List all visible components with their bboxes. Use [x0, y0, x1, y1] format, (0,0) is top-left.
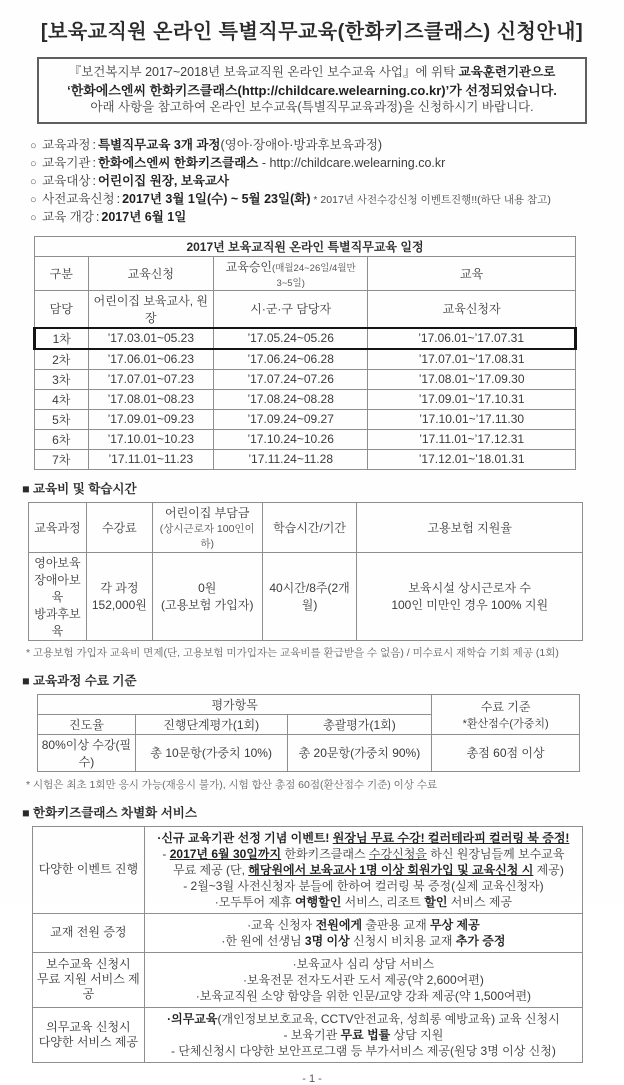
bullet-label: 교육 개강 — [42, 209, 94, 224]
summary-bullet-list — [30, 137, 624, 227]
round-label: 2차 — [35, 349, 89, 370]
schedule-header-row — [35, 256, 576, 290]
service-row-free-support — [33, 952, 583, 1007]
bullet-value-rest: (영아·장애아·방과후보육과정) — [220, 137, 383, 152]
text-segment: 추가 증정 — [455, 933, 506, 948]
course-line: 장애아보육 — [34, 572, 81, 604]
education-period: ’17.07.01~’17.08.31 — [368, 349, 576, 370]
text-segment: - — [162, 846, 170, 861]
text-segment: 2017년 6월 30일까지 — [169, 846, 282, 861]
text-segment: ·의무교육 — [167, 1011, 218, 1026]
service-category — [33, 952, 145, 1007]
table-row-round5 — [35, 409, 576, 429]
table-row-round6 — [35, 429, 576, 449]
text-segment: ·보육전문 전자도서관 도서 제공(약 2,600여편) — [242, 972, 484, 987]
progress-requirement: 80%이상 수강(필수) — [38, 734, 136, 771]
col-header — [214, 256, 368, 290]
text-segment: ·보육교직원 소양 함양을 위한 인문/교양 강좌 제공(약 1,500여편) — [195, 988, 532, 1003]
learning-time: 40시간/8주(2개월) — [262, 552, 357, 640]
schedule-table-title: 2017년 보육교직원 온라인 특별직무교육 일정 — [35, 236, 576, 256]
service-details — [144, 826, 582, 913]
page-number: - 1 - — [302, 1072, 322, 1085]
bullet-value-bold: 2017년 6월 1일 — [101, 209, 187, 224]
bullet-item-institution — [30, 155, 624, 173]
approve-period: ’17.09.24~09.27 — [214, 409, 368, 429]
daycare-burden — [152, 552, 262, 640]
education-period: ’17.10.01~’17.11.30 — [368, 409, 576, 429]
insurance-support — [357, 552, 583, 640]
bullet-separator: : — [92, 137, 96, 152]
service-line — [149, 917, 578, 933]
fee-data-row — [29, 552, 583, 640]
text-segment: 무상 제공 — [430, 917, 480, 932]
circle-bullet-icon: ○ — [30, 139, 37, 152]
service-line — [149, 988, 578, 1004]
category-line: 교재 전원 증정 — [50, 925, 127, 939]
bullet-value-bold: 2017년 3월 1일(수) ~ 5월 23일(화) — [122, 191, 311, 206]
bullet-value-bold: 한화에스엔씨 한화키즈클래스 — [97, 155, 259, 170]
text-segment: 신청시 비치용 교재 — [349, 933, 456, 948]
education-period: ’17.06.01~’17.07.31 — [368, 328, 576, 349]
intro-line-3: 아래 사항을 참고하여 온라인 보수교육(특별직무교육과정)을 신청하시기 바랍니다. — [90, 100, 534, 114]
bullet-item-course — [30, 137, 624, 155]
sub-header: 어린이집 보육교사, 원장 — [88, 290, 214, 328]
bullet-label: 교육대상 — [42, 173, 91, 188]
service-details — [144, 1007, 582, 1062]
intro-line2-bold: ‘한화에스엔씨 한화키즈클래스(http://childcare.welearning.co.kr)’ — [67, 82, 450, 98]
bullet-label: 교육기관 — [42, 155, 91, 170]
service-details — [144, 913, 582, 952]
apply-period: ’17.07.01~07.23 — [88, 369, 214, 389]
text-segment: 무료 법률 — [340, 1027, 391, 1042]
bullet-separator: : — [116, 191, 121, 206]
course-line: 방과후보육 — [34, 606, 81, 638]
text-segment: ·모두투어 제휴 — [214, 894, 295, 909]
section-heading-services: ■ 한화키즈클래스 차별화 서비스 — [22, 805, 197, 820]
service-category — [33, 826, 145, 913]
apply-period: ’17.10.01~10.23 — [88, 429, 214, 449]
tuition-line: 각 과정 — [100, 581, 139, 595]
table-row-round7 — [35, 449, 576, 469]
criteria-header-row — [38, 694, 580, 714]
intro-line-1 — [43, 64, 581, 82]
circle-bullet-icon: ○ — [30, 193, 37, 206]
service-line — [149, 830, 578, 846]
sub-header: 진도율 — [38, 714, 136, 734]
tuition-line: 152,000원 — [91, 598, 147, 612]
category-line: 보수교육 신청시 — [46, 957, 131, 971]
bullet-item-start — [30, 209, 624, 227]
text-segment: 3명 이상 — [304, 933, 350, 948]
burden-line: (고용보험 가입자) — [160, 598, 254, 612]
category-line: 다양한 이벤트 진행 — [38, 862, 139, 876]
col-header: 수강료 — [86, 502, 152, 552]
approve-period: ’17.11.24~11.28 — [214, 449, 368, 469]
education-period: ’17.09.01~’17.10.31 — [368, 389, 576, 409]
course-names — [29, 552, 87, 640]
text-segment: - 보육기관 — [283, 1027, 341, 1042]
completion-standard-header — [432, 694, 580, 734]
pass-score: 총점 60점 이상 — [432, 734, 580, 771]
education-period: ’17.08.01~’17.09.30 — [368, 369, 576, 389]
approve-period: ’17.06.24~06.28 — [214, 349, 368, 370]
approve-period: ’17.05.24~05.26 — [214, 328, 368, 349]
service-line — [149, 1011, 578, 1027]
service-line — [149, 846, 578, 862]
sub-header: 시·군·구 담당자 — [214, 290, 368, 328]
service-row-textbook — [33, 913, 583, 952]
text-segment: (개인정보보호교육, CCTV안전교육, 성희롱 예방교육) 교육 신청시 — [217, 1011, 560, 1026]
bullet-separator: : — [92, 155, 96, 170]
apply-period: ’17.08.01~08.23 — [88, 389, 214, 409]
text-segment: 한화키즈클래스 — [281, 846, 369, 861]
section-heading-completion: ■ 교육과정 수료 기준 — [22, 673, 137, 688]
sub-header: 진행단계평가(1회) — [135, 714, 287, 734]
text-segment: 서비스 제공 — [447, 894, 513, 909]
bullet-separator: : — [95, 209, 100, 224]
col-header: 교육신청 — [88, 256, 214, 290]
bullet-value-rest: - http://childcare.welearning.co.kr — [258, 155, 446, 170]
text-segment: 출판용 교재 — [362, 917, 431, 932]
col-header: 학습시간/기간 — [262, 502, 357, 552]
table-row-round2 — [35, 349, 576, 370]
col-header: 교육과정 — [29, 502, 87, 552]
bullet-value-bold: 특별직무교육 3개 과정 — [97, 137, 221, 152]
col-header: 고용보험 지원율 — [357, 502, 583, 552]
apply-period: ’17.06.01~06.23 — [88, 349, 214, 370]
fee-table — [28, 502, 583, 641]
col-header: 교육 — [368, 256, 576, 290]
text-segment: 수강신청을 — [368, 846, 427, 861]
approve-period-note: (매월24~26일/4월만 3~5일) — [272, 262, 356, 289]
text-segment: 서비스, 리조트 — [341, 894, 425, 909]
text-segment: 원장님 무료 수강! 컬러테라피 컬러링 북 증정! — [332, 830, 570, 845]
apply-period: ’17.11.01~11.23 — [88, 449, 214, 469]
intro-line2-rest: 가 선정되었습니다. — [449, 82, 557, 98]
text-segment: - 단체신청시 다양한 보안프로그램 등 부가서비스 제공(원당 3명 이상 신청) — [170, 1043, 556, 1058]
table-row-round4 — [35, 389, 576, 409]
sub-header: 담당 — [35, 290, 89, 328]
stage-eval: 총 10문항(가중치 10%) — [135, 734, 287, 771]
apply-period: ’17.09.01~09.23 — [88, 409, 214, 429]
schedule-subheader-row — [35, 290, 576, 328]
service-details — [144, 952, 582, 1007]
text-segment: ·교육 신청자 — [247, 917, 316, 932]
service-category — [33, 1007, 145, 1062]
schedule-title-row — [35, 236, 576, 256]
col-header — [152, 502, 262, 552]
service-line — [149, 894, 578, 910]
intro-line1-bold: 교육훈련기관으로 — [458, 65, 556, 79]
support-line: 보육시설 상시근로자 수 — [408, 581, 532, 595]
text-segment: 하신 원장님들께 보수교육 — [426, 846, 565, 861]
service-line — [149, 862, 578, 878]
text-segment: - 2월~3월 사전신청자 분들에 한하여 컬러링 북 증정(실제 교육신청자) — [183, 878, 544, 893]
tuition — [86, 552, 152, 640]
circle-bullet-icon: ○ — [30, 211, 37, 224]
section-heading-fee: ■ 교육비 및 학습시간 — [22, 481, 137, 496]
service-line — [149, 1043, 578, 1059]
bullet-separator: : — [92, 173, 96, 188]
round-label: 6차 — [35, 429, 89, 449]
text-segment: 제공) — [533, 862, 564, 877]
intro-line1-text: 『보건복지부 2017~2018년 보육교직원 온라인 보수교육 사업』에 위탁 — [68, 65, 459, 79]
round-label: 4차 — [35, 389, 89, 409]
service-line — [149, 956, 578, 972]
approve-period: ’17.10.24~10.26 — [214, 429, 368, 449]
bullet-label: 교육과정 — [42, 137, 91, 152]
category-line: 다양한 서비스 제공 — [38, 1034, 139, 1049]
services-table — [32, 826, 583, 1063]
header-subline: (상시근로자 100인이하) — [159, 522, 255, 550]
table-row-round3 — [35, 369, 576, 389]
text-segment: ·신규 교육기관 선정 기념 이벤트! — [157, 830, 333, 845]
approve-period: ’17.08.24~08.28 — [214, 389, 368, 409]
evaluation-items-header: 평가항목 — [38, 694, 432, 714]
round-label: 3차 — [35, 369, 89, 389]
text-segment: 해당원에서 보육교사 1명 이상 회원가입 및 교육신청 시 — [248, 862, 534, 877]
criteria-value-row — [38, 734, 580, 771]
service-row-mandatory — [33, 1007, 583, 1062]
text-segment: 무료 제공 (단, — [162, 862, 249, 877]
completion-criteria-table — [37, 694, 580, 772]
standard-line: 수료 기준 — [480, 699, 531, 714]
header-line: 어린이집 부담금 — [164, 505, 250, 520]
burden-line: 0원 — [198, 581, 217, 595]
page-title: [보육교직원 온라인 특별직무교육(한화키즈클래스) 신청안내] — [40, 21, 584, 43]
round-label: 7차 — [35, 449, 89, 469]
bullet-value-bold: 어린이집 원장, 보육교사 — [97, 173, 230, 188]
text-segment: 할인 — [424, 894, 448, 909]
approve-period: ’17.07.24~07.26 — [214, 369, 368, 389]
fee-header-row — [29, 502, 583, 552]
col-header: 구분 — [35, 256, 89, 290]
fee-footnote: * 고용보험 가입자 교육비 면제(단, 고용보험 미가입자는 교육비를 환급받을 수 없음) / 미수료시 재학습 기회 제공 (1회) — [26, 646, 559, 659]
education-period: ’17.12.01~’18.01.31 — [368, 449, 576, 469]
course-line: 영아보육 — [34, 555, 81, 570]
support-line: 100인 미만인 경우 100% 지원 — [391, 598, 549, 612]
category-line: 무료 지원 서비스 제공 — [37, 972, 140, 1001]
round-label: 5차 — [35, 409, 89, 429]
table-row-round1-highlighted — [35, 328, 576, 349]
bullet-item-preapply — [30, 191, 624, 209]
circle-bullet-icon: ○ — [30, 157, 37, 170]
round-label: 1차 — [35, 328, 89, 349]
service-line — [149, 1027, 578, 1043]
service-category — [33, 913, 145, 952]
intro-notice-box — [37, 57, 587, 124]
sub-header: 총괄평가(1회) — [287, 714, 432, 734]
col-header-approve: 교육승인 — [225, 259, 273, 274]
bullet-label: 사전교육신청 — [42, 191, 115, 206]
schedule-table — [33, 236, 577, 470]
bullet-event-note: * 2017년 사전수강신청 이벤트진행!!(하단 내용 참고) — [310, 193, 551, 206]
text-segment: ·보육교사 심리 상담 서비스 — [292, 956, 435, 971]
text-segment: 여행할인 — [294, 894, 342, 909]
final-eval: 총 20문항(가중치 90%) — [287, 734, 432, 771]
education-period: ’17.11.01~’17.12.31 — [368, 429, 576, 449]
service-row-events — [33, 826, 583, 913]
standard-subline: *환산점수(가중치) — [462, 717, 549, 730]
text-segment: ·한 원에 선생님 — [221, 933, 305, 948]
service-line — [149, 878, 578, 894]
bullet-item-target — [30, 173, 624, 191]
circle-bullet-icon: ○ — [30, 175, 37, 188]
completion-footnote: * 시험은 최초 1회만 응시 가능(재응시 불가), 시험 합산 총점 60점(환산점수 기준) 이상 수료 — [26, 778, 438, 791]
category-line: 의무교육 신청시 — [46, 1019, 131, 1034]
service-line — [149, 972, 578, 988]
service-line — [149, 933, 578, 949]
apply-period: ’17.03.01~05.23 — [88, 328, 214, 349]
text-segment: 상담 지원 — [390, 1027, 444, 1042]
intro-line-2 — [43, 82, 581, 100]
sub-header: 교육신청자 — [368, 290, 576, 328]
text-segment: 전원에게 — [315, 917, 363, 932]
